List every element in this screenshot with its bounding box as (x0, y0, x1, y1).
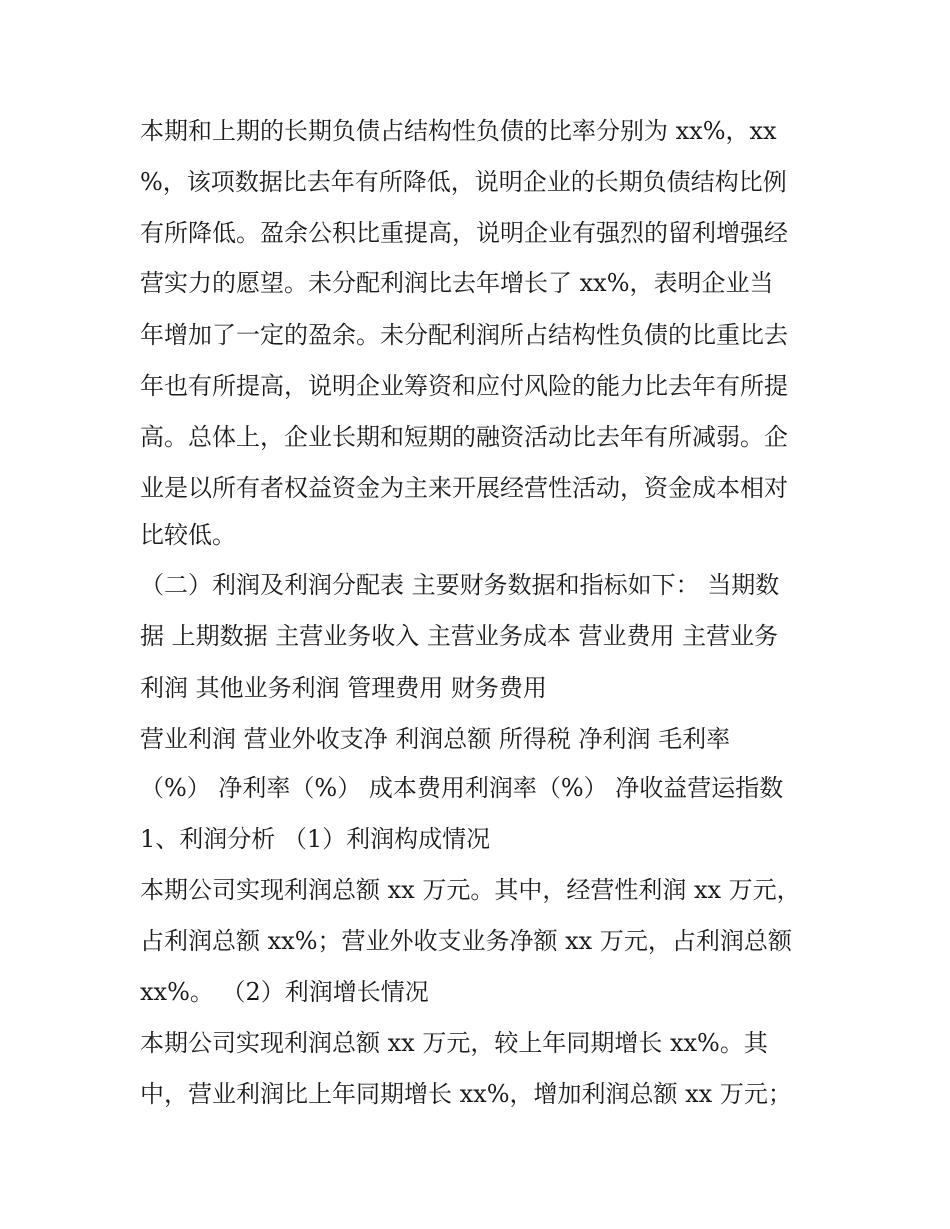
text-line: 高。总体上，企业长期和短期的融资活动比去年有所减弱。企 (140, 423, 788, 451)
text-line: 占利润总额 xx%；营业外收支业务净额 xx 万元，占利润总额 (140, 927, 792, 955)
text-line: 中，营业利润比上年同期增长 xx%，增加利润总额 xx 万元； (140, 1080, 792, 1108)
text-line: 营业利润 营业外收支净 利润总额 所得税 净利润 毛利率 (140, 725, 731, 753)
text-line: 有所降低。盈余公积比重提高，说明企业有强烈的留利增强经 (140, 219, 788, 247)
text-line: 业是以所有者权益资金为主来开展经营性活动，资金成本相对 (140, 474, 788, 502)
text-line: xx%。 （2）利润增长情况 (140, 978, 429, 1006)
text-line: 比较低。 (140, 521, 236, 549)
text-line: 营实力的愿望。未分配利润比去年增长了 xx%，表明企业当 (140, 269, 774, 297)
text-line: （%） 净利率（%） 成本费用利润率（%） 净收益营运指数 (140, 774, 784, 802)
text-line: 据 上期数据 主营业务收入 主营业务成本 营业费用 主营业务 (140, 622, 779, 650)
text-line: 年也有所提高，说明企业筹资和应付风险的能力比去年有所提 (140, 372, 788, 400)
text-line: 本期和上期的长期负债占结构性负债的比率分别为 xx%，xx (140, 117, 777, 145)
section-heading: 1、利润分析 （1）利润构成情况 (140, 825, 491, 853)
text-line: 年增加了一定的盈余。未分配利润所占结构性负债的比重比去 (140, 321, 788, 349)
text-line: 利润 其他业务利润 管理费用 财务费用 (140, 674, 547, 702)
text-line: （二）利润及利润分配表 主要财务数据和指标如下： 当期数 (140, 571, 780, 599)
text-line: 本期公司实现利润总额 xx 万元。其中，经营性利润 xx 万元， (140, 876, 801, 904)
text-line: 本期公司实现利润总额 xx 万元，较上年同期增长 xx%。其 (140, 1029, 768, 1057)
text-line: %，该项数据比去年有所降低，说明企业的长期负债结构比例 (140, 168, 787, 196)
